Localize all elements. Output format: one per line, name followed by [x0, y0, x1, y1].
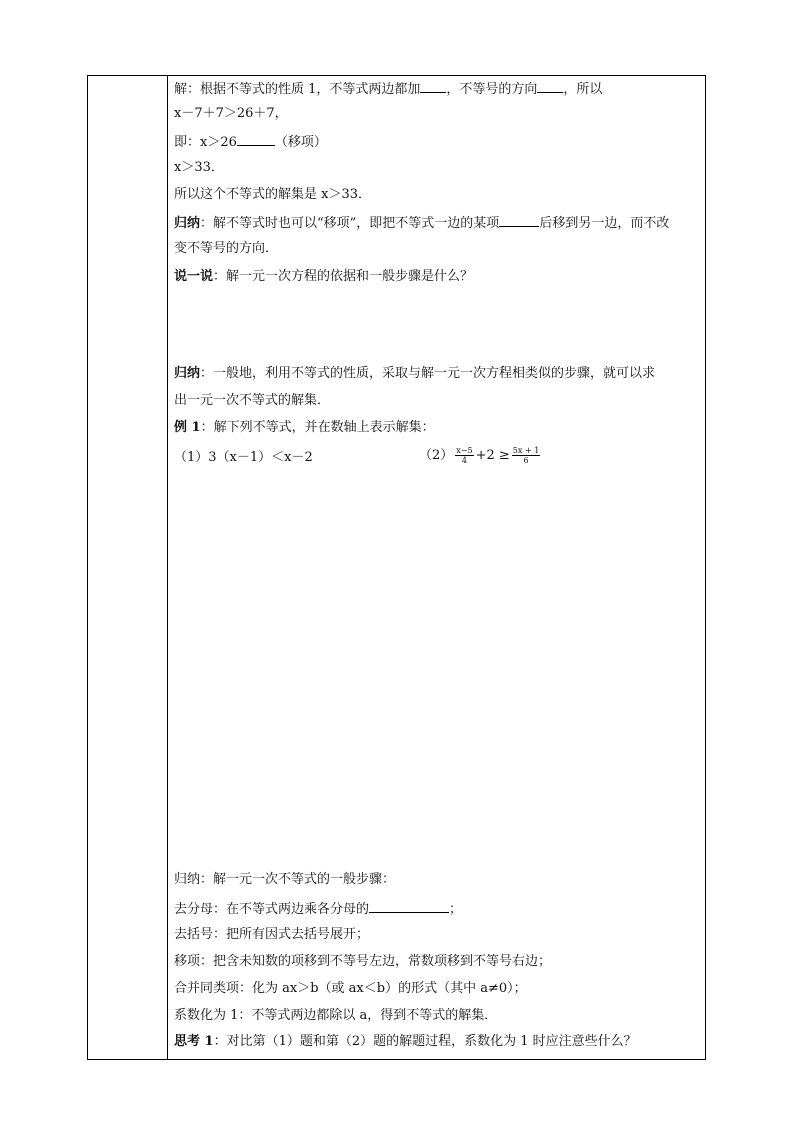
summary1-line-1 — [174, 214, 669, 232]
summary-text: 变不等号的方向． — [174, 241, 279, 256]
solution-line-5 — [174, 187, 371, 203]
summary-label: 归纳 — [174, 216, 201, 231]
fill-blank[interactable] — [369, 900, 449, 913]
solution-line-3 — [174, 133, 327, 151]
problem-text: （2） — [419, 448, 454, 463]
summary-text: 出一元一次不等式的解集． — [174, 393, 331, 408]
lesson-table — [87, 75, 706, 1060]
solution-text: 即：x＞26 — [174, 135, 237, 150]
solution-text: 所以这个不等式的解集是 x＞33． — [174, 187, 372, 202]
think-question — [174, 1034, 637, 1050]
step-2 — [174, 927, 369, 943]
fill-blank[interactable] — [499, 214, 539, 227]
summary2-line-1 — [174, 366, 655, 382]
summary-text: ：一般地，利用不等式的性质，采取与解一元一次方程相类似的步骤，就可以求 — [200, 366, 656, 381]
fill-blank[interactable] — [420, 80, 446, 93]
solution-line-2 — [174, 106, 288, 122]
solution-text: x＞33． — [174, 160, 224, 175]
talk-text: ：解一元一次方程的依据和一般步骤是什么？ — [213, 269, 474, 284]
solution-text: 解：根据不等式的性质 1，不等式两边都加 — [174, 82, 421, 97]
think-text: ：对比第（1）题和第（2）题的解题过程，系数化为 1 时应注意些什么？ — [213, 1034, 637, 1049]
think-label: 思考 1 — [174, 1034, 214, 1049]
summary1-line-2 — [174, 241, 278, 257]
example-text: ：解下列不等式，并在数轴上表示解集： — [200, 420, 435, 435]
fraction: $\frac{x-5}{4}$ — [456, 446, 473, 465]
fraction: $\frac{5x + 1}{6}$ — [512, 446, 540, 465]
fill-blank[interactable] — [237, 133, 275, 146]
example-problem-1 — [174, 450, 313, 466]
step-3 — [174, 954, 551, 970]
example-problem-2 — [419, 446, 542, 465]
step-5 — [174, 1008, 497, 1024]
solution-text: （移项） — [274, 135, 327, 150]
step-4 — [174, 981, 527, 997]
step-text: 移项：把含未知数的项移到不等号左边，常数项移到不等号右边； — [174, 954, 552, 969]
step-text: 去分母：在不等式两边乘各分母的 — [174, 902, 370, 917]
talk-label: 说一说 — [174, 269, 214, 284]
solution-text: ，不等号的方向 — [446, 82, 538, 97]
fill-blank[interactable] — [537, 80, 563, 93]
summary-text: ：解不等式时也可以“移项”，即把不等式一边的某项 — [200, 216, 500, 231]
summary-label: 归纳 — [174, 366, 201, 381]
example-label: 例 1 — [174, 420, 201, 435]
problem-text: （1）3（x－1）＜x－2 — [174, 450, 313, 465]
summary-text: 后移到另一边，而不改 — [539, 216, 670, 231]
step-1 — [174, 900, 462, 918]
steps-text: 归纳：解一元一次不等式的一般步骤： — [174, 872, 396, 887]
step-text: ； — [449, 902, 463, 917]
step-text: 系数化为 1：不等式两边都除以 a，得到不等式的解集． — [174, 1008, 498, 1023]
steps-title — [174, 872, 395, 888]
step-text: 合并同类项：化为 ax＞b（或 ax＜b）的形式（其中 a≠0）； — [174, 981, 527, 996]
example-heading — [174, 420, 435, 436]
talk-question — [174, 269, 473, 285]
summary2-line-2 — [174, 393, 330, 409]
column-divider — [167, 76, 168, 1059]
solution-text: x－7＋7＞26＋7， — [174, 106, 288, 121]
solution-line-1 — [174, 80, 602, 98]
problem-text: +2 ≥ — [475, 448, 510, 463]
step-text: 去括号：把所有因式去括号展开； — [174, 927, 370, 942]
solution-text: ，所以 — [563, 82, 603, 97]
solution-line-4 — [174, 160, 224, 176]
